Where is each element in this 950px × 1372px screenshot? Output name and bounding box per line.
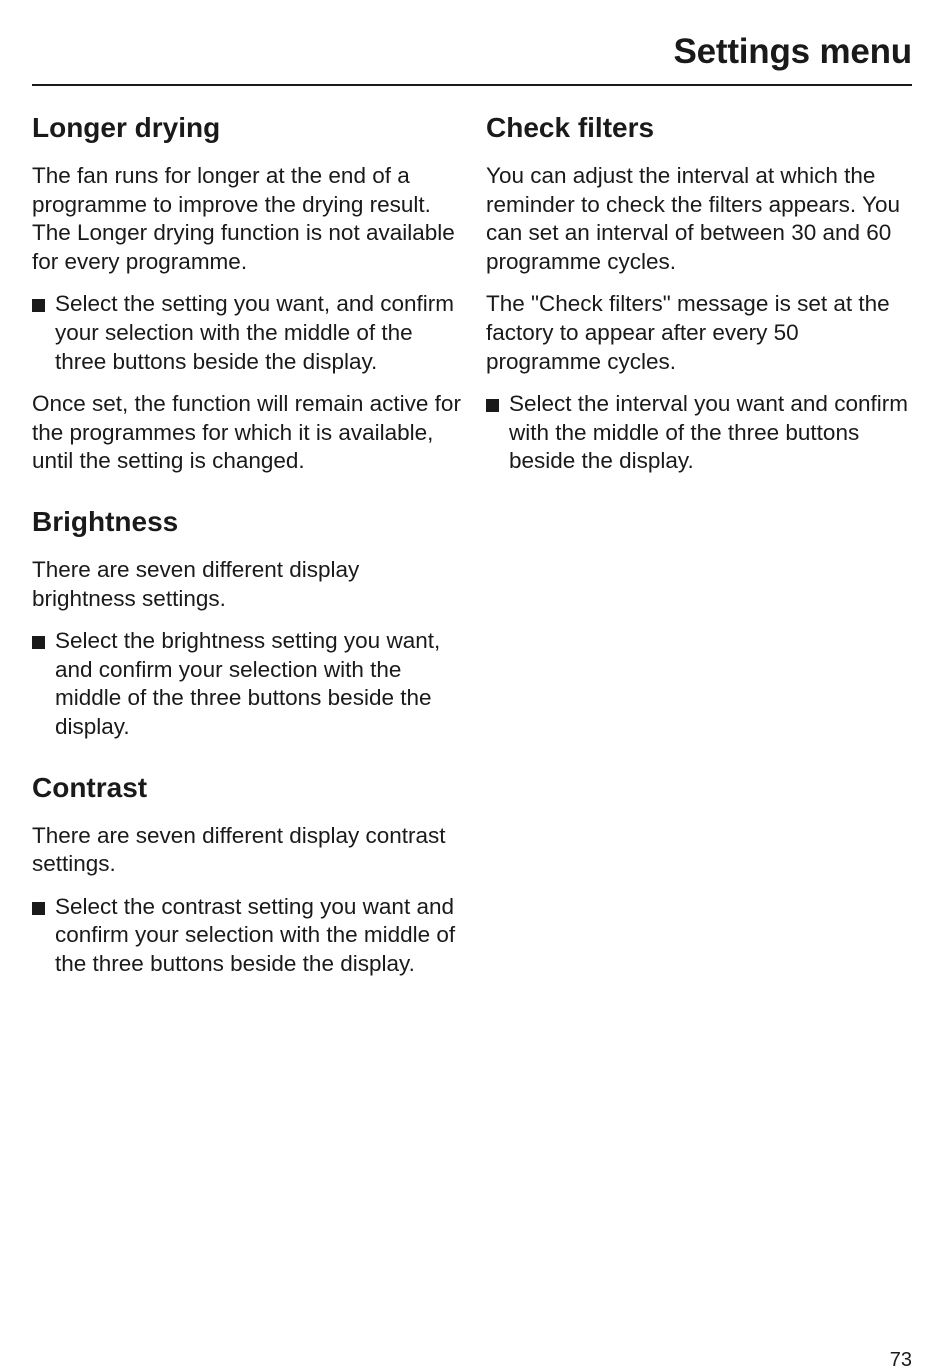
- brightness-instruction: [32, 627, 462, 741]
- square-bullet-icon: [32, 636, 45, 649]
- contrast-intro: There are seven different display contrast settings.: [32, 822, 446, 877]
- longer-drying-instruction: [32, 290, 462, 376]
- instruction-text: Select the interval you want and confirm with the middle of the three buttons beside the display.: [509, 391, 908, 474]
- square-bullet-icon: [486, 399, 499, 412]
- longer-drying-note: Once set, the function will remain active for the programmes for which it is available, until the setting is changed.: [32, 391, 461, 474]
- section-heading-contrast: Contrast: [32, 771, 148, 803]
- square-bullet-icon: [32, 902, 45, 915]
- page-title: Settings menu: [673, 32, 912, 71]
- instruction-text: Select the brightness setting you want, and confirm your selection with the middle of the three buttons beside the display.: [55, 628, 441, 739]
- section-heading-brightness: Brightness: [32, 505, 179, 537]
- instruction-text: Select the setting you want, and confirm your selection with the middle of the three buttons beside the display.: [55, 291, 454, 374]
- section-heading-longer-drying: Longer drying: [32, 112, 221, 143]
- instruction-text: Select the contrast setting you want and confirm your selection with the middle of the three buttons beside the display.: [55, 893, 456, 976]
- left-column: [32, 108, 462, 1004]
- section-brightness: [32, 502, 462, 742]
- section-check-filters: [486, 108, 918, 476]
- square-bullet-icon: [32, 299, 45, 312]
- check-filters-instruction: [486, 390, 918, 476]
- section-longer-drying: [32, 108, 462, 476]
- contrast-instruction: [32, 893, 462, 979]
- section-heading-check-filters: Check filters: [486, 112, 655, 143]
- brightness-intro: There are seven different display brightness settings.: [32, 556, 360, 611]
- check-filters-intro: You can adjust the interval at which the reminder to check the filters appears. You can set an interval of between 30 and 60 programme cycles.: [486, 163, 900, 274]
- title-divider: [32, 84, 912, 86]
- right-column: [486, 108, 918, 502]
- check-filters-default-note: The "Check filters" message is set at the factory to appear after every 50 programme cycles.: [486, 291, 890, 374]
- section-contrast: [32, 768, 462, 979]
- page-number: 73: [889, 1349, 912, 1371]
- longer-drying-intro: The fan runs for longer at the end of a programme to improve the drying result. The Longer drying function is not available for every programme.: [32, 163, 455, 274]
